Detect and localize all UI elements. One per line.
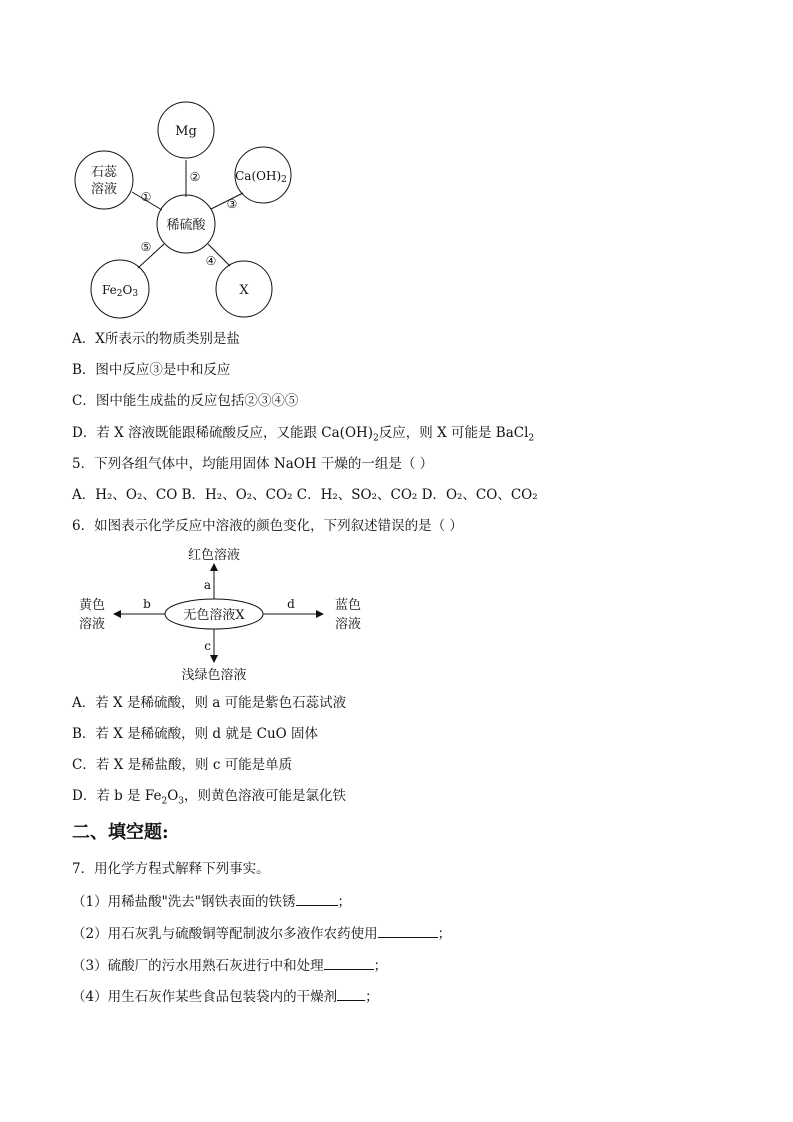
mg-label: Mg bbox=[175, 124, 197, 139]
q7-item-4: （4）用生石灰作某些食品包装袋内的干燥剂 ； bbox=[72, 986, 379, 1006]
answer-blank-2[interactable] bbox=[378, 923, 438, 938]
litmus-label-2: 溶液 bbox=[90, 182, 118, 197]
num-3: ③ bbox=[226, 197, 238, 211]
caoh2-label: Ca(OH)2 bbox=[235, 169, 287, 185]
section-title: 二、填空题: bbox=[72, 822, 169, 843]
bottom-label: 浅绿色溶液 bbox=[181, 668, 247, 683]
right-label-2: 溶液 bbox=[334, 617, 362, 632]
q4-option-c: C．图中能生成盐的反应包括②③④⑤ bbox=[72, 393, 299, 409]
q7-item-1: （1）用稀盐酸"洗去"钢铁表面的铁锈 ； bbox=[72, 891, 351, 911]
x-label: X bbox=[239, 283, 249, 298]
q5-stem: 5．下列各组气体中，均能用固体 NaOH 干燥的一组是（ ） bbox=[72, 456, 434, 472]
center-label: 无色溶液X bbox=[183, 608, 245, 623]
q7-item-3: （3）硫酸厂的污水用熟石灰进行中和处理 ； bbox=[72, 955, 387, 975]
answer-blank-4[interactable] bbox=[337, 986, 365, 1001]
q5-options: A．H₂、O₂、CO B．H₂、O₂、CO₂ C．H₂、SO₂、CO₂ D．O₂、CO、CO₂ bbox=[72, 487, 538, 503]
arrow-b-label: b bbox=[143, 597, 151, 611]
acid-label: 稀硫酸 bbox=[166, 218, 206, 233]
left-label-2: 溶液 bbox=[78, 617, 106, 632]
arrow-d-label: d bbox=[287, 597, 295, 611]
q7-stem: 7．用化学方程式解释下列事实。 bbox=[72, 861, 270, 877]
fe2o3-label: Fe2O3 bbox=[101, 283, 139, 299]
litmus-label-1: 石蕊 bbox=[90, 165, 118, 180]
num-4: ④ bbox=[205, 254, 217, 268]
q4-option-a: A．X所表示的物质类别是盐 bbox=[72, 331, 240, 347]
right-label-1: 蓝色 bbox=[334, 598, 362, 613]
num-5: ⑤ bbox=[140, 240, 152, 254]
reaction-diagram bbox=[72, 100, 302, 322]
color-change-diagram bbox=[72, 542, 372, 687]
arrow-a-label: a bbox=[203, 578, 211, 592]
num-1: ① bbox=[140, 190, 152, 204]
q7-item-2: （2）用石灰乳与硫酸铜等配制波尔多液作农药使用 ； bbox=[72, 923, 451, 943]
q6-option-a: A．若 X 是稀硫酸，则 a 可能是紫色石蕊试液 bbox=[72, 695, 347, 711]
answer-blank-1[interactable] bbox=[296, 891, 338, 906]
q4-option-d: D．若 X 溶液既能跟稀硫酸反应，又能跟 $Ca(OH)_2$反应，则 X 可能是 BaCl$_2$ bbox=[72, 425, 535, 444]
q4-option-b: B．图中反应③是中和反应 bbox=[72, 362, 231, 378]
arrow-c-label: c bbox=[204, 639, 211, 653]
top-label: 红色溶液 bbox=[187, 548, 241, 563]
q6-option-b: B．若 X 是稀硫酸，则 d 就是 CuO 固体 bbox=[72, 726, 319, 742]
q6-option-c: C．若 X 是稀盐酸，则 c 可能是单质 bbox=[72, 757, 293, 773]
left-label-1: 黄色 bbox=[78, 598, 106, 613]
num-2: ② bbox=[189, 170, 201, 184]
answer-blank-3[interactable] bbox=[324, 955, 374, 970]
q6-option-d: D．若 b 是 $Fe_2O_3$，则黄色溶液可能是氯化铁 bbox=[72, 788, 347, 807]
litmus-circle bbox=[75, 151, 133, 209]
q6-stem: 6．如图表示化学反应中溶液的颜色变化，下列叙述错误的是（ ） bbox=[72, 518, 463, 534]
